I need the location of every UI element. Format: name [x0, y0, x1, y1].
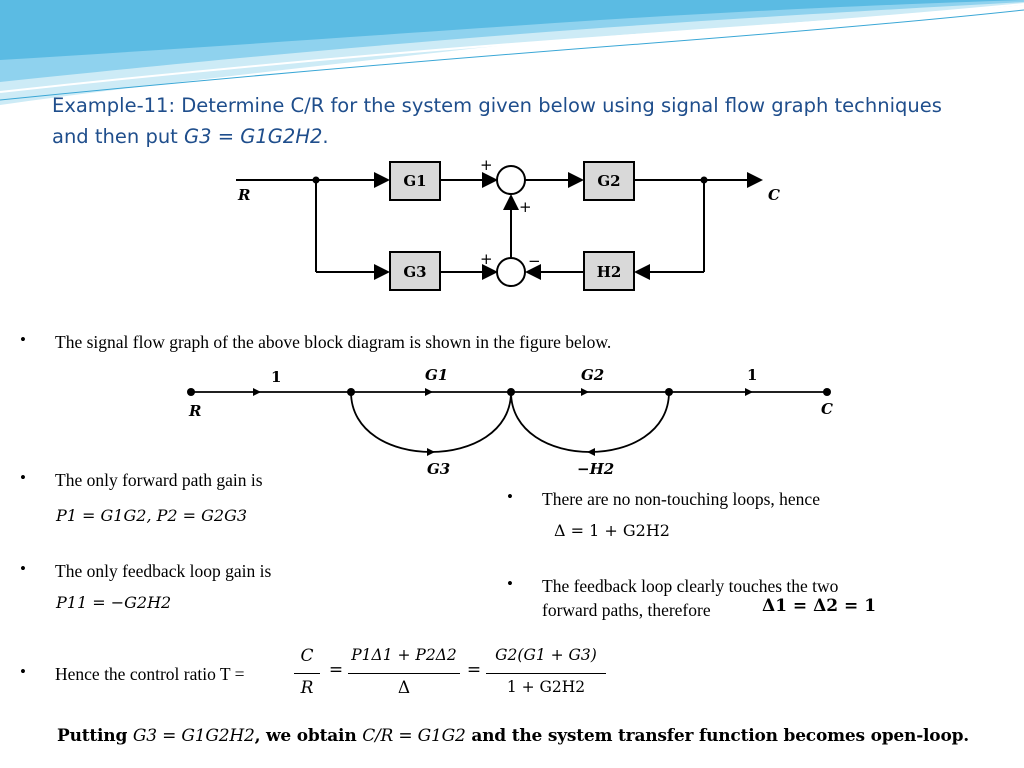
signal-flow-graph: [185, 362, 845, 482]
slide-title: Example-11: Determine C/R for the system given below using signal flow graph techniques and then put G3 = G1G2H2.: [52, 94, 942, 148]
bullet-sfg-intro: The signal flow graph of the above block diagram is shown in the figure below.: [55, 332, 612, 352]
svg-text:−H2: −H2: [577, 460, 615, 478]
svg-text:+: +: [519, 198, 532, 216]
result-numerator: G2(G1 + G3): [495, 646, 597, 664]
summing-junction-top: [497, 166, 525, 194]
bullet-non-touching: There are no non-touching loops, hence: [542, 489, 820, 509]
svg-text:C: C: [768, 186, 780, 204]
mason-numerator: P1Δ1 + P2Δ2: [351, 646, 457, 664]
bullet-dot: •: [20, 468, 26, 487]
fraction-c: C: [300, 646, 314, 666]
bullet-dot: •: [20, 559, 26, 578]
node-r: [187, 388, 195, 396]
svg-text:G2: G2: [581, 366, 605, 384]
bullet-feedback-loop: The only feedback loop gain is: [55, 561, 272, 581]
bullet-dot: •: [507, 487, 513, 506]
svg-text:G2: G2: [597, 172, 621, 190]
svg-text:1: 1: [271, 368, 282, 386]
conclusion-statement: Putting G3 = G1G2H2, we obtain C/R = G1G2 and the system transfer function becomes open-loop.: [57, 726, 969, 746]
determinant-equation: Δ = 1 + G2H2: [554, 521, 670, 540]
svg-text:R: R: [238, 186, 251, 204]
bullet-dot: •: [507, 574, 513, 593]
bullet-dot: •: [20, 330, 26, 349]
control-ratio-formula: C R = P1Δ1 + P2Δ2 Δ = G2(G1 + G3) 1 + G2H2: [288, 646, 618, 710]
svg-text:R: R: [189, 402, 202, 420]
svg-text:G1: G1: [425, 366, 449, 384]
svg-text:G3: G3: [403, 263, 427, 281]
block-diagram: [236, 152, 788, 304]
fraction-r: R: [300, 678, 314, 698]
bullet-touching-line1: The feedback loop clearly touches the two: [542, 576, 839, 596]
svg-text:+: +: [480, 250, 493, 268]
bullet-dot: •: [20, 662, 26, 681]
svg-text:H2: H2: [596, 263, 622, 281]
svg-text:G1: G1: [403, 172, 427, 190]
node-3: [665, 388, 673, 396]
summing-junction-bottom: [497, 258, 525, 286]
cofactor-equation: Δ1 = Δ2 = 1: [762, 596, 877, 616]
loop-gain-equation: P11 = −G2H2: [56, 593, 172, 612]
node-c: [823, 388, 831, 396]
svg-text:−: −: [528, 252, 541, 270]
node-1: [347, 388, 355, 396]
bullet-control-ratio: Hence the control ratio T =: [55, 664, 245, 684]
svg-text:C: C: [821, 400, 833, 418]
forward-path-equation: P1 = G1G2, P2 = G2G3: [56, 506, 248, 525]
svg-text:1: 1: [747, 366, 758, 384]
node-2: [507, 388, 515, 396]
result-denominator: 1 + G2H2: [506, 678, 586, 696]
svg-text:+: +: [480, 156, 493, 174]
bullet-forward-path: The only forward path gain is: [55, 470, 263, 490]
mason-denominator: Δ: [397, 678, 411, 698]
bullet-touching-line2: forward paths, therefore: [542, 600, 711, 620]
svg-text:G3: G3: [427, 460, 451, 478]
